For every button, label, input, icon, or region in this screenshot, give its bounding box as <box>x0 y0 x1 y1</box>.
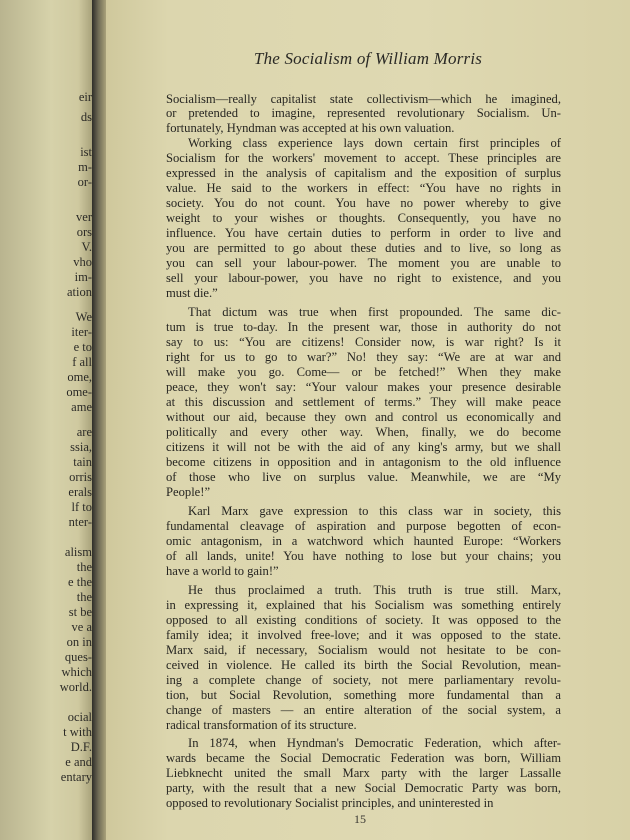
text-line: wards became the Social Democratic Federation was born, William <box>166 751 561 765</box>
text-line: citizens it will not be with the aid of any king's army, but we shall <box>166 440 561 454</box>
text-line: right for us to go to war?” No! they say: “We are at war and <box>166 350 561 364</box>
text-line: That dictum was true when first propounded. The same dic- <box>188 305 561 319</box>
facing-page-fragment: ors <box>76 225 92 239</box>
text-line: ing a complete change of society, not mere parliamentary revolu- <box>166 673 561 687</box>
text-line: Working class experience lays down certain first principles of <box>188 136 561 150</box>
text-line: sell your labour-power, you have no right to existence, and you <box>166 271 561 285</box>
text-line: will make you go. Come— or be fetched!” When they make <box>166 365 561 379</box>
text-line: in expressing it, explained that his Socialism was something entirely <box>166 598 561 612</box>
text-line: you can sell your labour-power. The moment you are unable to <box>166 256 561 270</box>
text-line: fortunately, Hyndman was accepted at his own valuation. <box>166 121 455 135</box>
page-body <box>106 0 630 840</box>
facing-page-fragment: e and <box>65 755 92 769</box>
facing-page-fragment: ome- <box>66 385 92 399</box>
text-line: expressed in the analysis of capitalism and the exposition of surplus <box>166 166 561 180</box>
text-line: have a world to gain!” <box>166 564 279 578</box>
text-line: In 1874, when Hyndman's Democratic Federation, which after- <box>188 736 561 750</box>
book-gutter <box>92 0 106 840</box>
text-line: party, with the result that a new Social Democratic Party was born, <box>166 781 561 795</box>
text-line: society. You do not count. You have no power whereby to give <box>166 196 561 210</box>
text-line: Socialism for the workers' movement to accept. These principles are <box>166 151 561 165</box>
facing-page-fragment: alism <box>64 545 92 559</box>
facing-page-fragment: m- <box>78 160 92 174</box>
facing-page-fragment: We <box>75 310 92 324</box>
facing-page-fragment: the <box>76 560 92 574</box>
text-line: Socialism—really capitalist state collectivism—which he imagined, <box>166 92 561 106</box>
facing-page-fragment: t with <box>63 725 92 739</box>
text-line: opposed to revolutionary Socialist principles, and uninterested in <box>166 796 494 810</box>
text-line: influence. You have certain duties to perform in order to live and <box>166 226 561 240</box>
text-line: say to us: “You are citizens! Consider now, is war right? Is it <box>166 335 561 349</box>
facing-page-fragment: D.F. <box>70 740 92 754</box>
text-line: Marx said, if necessary, Socialism would not hesitate to be con- <box>166 643 561 657</box>
text-line: become citizens in opposition and in antagonism to the old influence <box>166 455 561 469</box>
book-page <box>106 0 630 840</box>
facing-page-fragment: ds <box>80 110 92 124</box>
text-line: radical transformation of its structure. <box>166 718 357 732</box>
facing-page-fragment: ame <box>71 400 92 414</box>
text-line: Liebknecht united the small Marx party with the larger Lassalle <box>166 766 561 780</box>
facing-page-fragment: ocial <box>67 710 92 724</box>
facing-page-fragment: ve a <box>71 620 92 634</box>
text-line: must die.” <box>166 286 218 300</box>
facing-page-fragment: or- <box>77 175 92 189</box>
text-line: peace, they won't say: “Your valour makes your presence desirable <box>166 380 561 394</box>
facing-page-fragment: ssia, <box>70 440 92 454</box>
facing-page-fragment: world. <box>59 680 92 694</box>
text-line: without our aid, because they own and control us economically and <box>166 410 561 424</box>
facing-page-fragment: im- <box>74 270 92 284</box>
facing-page-fragment: ques- <box>64 650 92 664</box>
text-line: you are permitted to go about these duties and to live, so long as <box>166 241 561 255</box>
running-head: The Socialism of William Morris <box>253 49 483 68</box>
facing-page-fragment: the <box>76 590 92 604</box>
facing-page-fragment: which <box>61 665 92 679</box>
text-line: People!” <box>166 485 211 499</box>
facing-page-fragment: nter- <box>68 515 92 529</box>
text-line: fundamental cleavage of aspiration and purpose begotten of econ- <box>166 519 561 533</box>
facing-page-fragment: e the <box>68 575 92 589</box>
facing-page-fragment: vho <box>73 255 92 269</box>
text-line: politically and every other way. When, finally, we do become <box>166 425 561 439</box>
page-number: 15 <box>354 812 366 826</box>
facing-page-fragment: lf to <box>71 500 92 514</box>
text-line: tion, but Social Revolution, something more fundamental than a <box>166 688 561 702</box>
text-line: at this discussion and settlement of terms.” They will make peace <box>166 395 561 409</box>
facing-page-fragment: on in <box>66 635 92 649</box>
text-line: omic antagonism, in a watchword which haunted Europe: “Workers <box>166 534 561 548</box>
text-line: change of masters — an entire alteration of the social system, a <box>166 703 561 717</box>
facing-page-fragment: orris <box>69 470 92 484</box>
facing-page-fragment: iter- <box>71 325 92 339</box>
facing-page-fragment: ome, <box>67 370 92 384</box>
facing-page-fragment: f all <box>72 355 92 369</box>
facing-page-fragment: entary <box>60 770 92 784</box>
facing-page-fragment: are <box>76 425 92 439</box>
text-line: value. He said to the workers in effect: “You have no rights in <box>166 181 561 195</box>
text-line: He thus proclaimed a truth. This truth is true still. Marx, <box>188 583 561 597</box>
facing-page-edge <box>0 0 92 840</box>
text-line: weight to your wishes or thoughts. Consequently, you have no <box>166 211 561 225</box>
text-line: of those who live on surplus value. Meanwhile, we are “My <box>166 470 561 484</box>
facing-page-fragment: erals <box>68 485 92 499</box>
facing-page-fragment: ist <box>80 145 92 159</box>
facing-page-fragment: ation <box>67 285 92 299</box>
facing-page-fragment: eir <box>78 90 92 104</box>
text-line: family idea; it involved free-love; and it was opposed to the state. <box>166 628 561 642</box>
facing-page-fragment: e to <box>73 340 92 354</box>
text-line: tum is true to-day. In the present war, those in authority do not <box>166 320 561 334</box>
text-line: of all lands, unite! You have nothing to lose but your chains; you <box>166 549 561 563</box>
facing-page-fragment: tain <box>73 455 92 469</box>
facing-page-fragment: ver <box>76 210 92 224</box>
text-line: opposed to all existing conditions of society. It was opposed to the <box>166 613 561 627</box>
text-line: or pretended to imagine, represented revolutionary Socialism. Un- <box>166 106 561 120</box>
facing-page-fragment: V. <box>81 240 92 254</box>
facing-page-fragment: st be <box>68 605 92 619</box>
text-line: Karl Marx gave expression to this class war in society, this <box>188 504 561 518</box>
text-line: ceived in violence. He called its birth the Social Revolution, mean- <box>166 658 561 672</box>
